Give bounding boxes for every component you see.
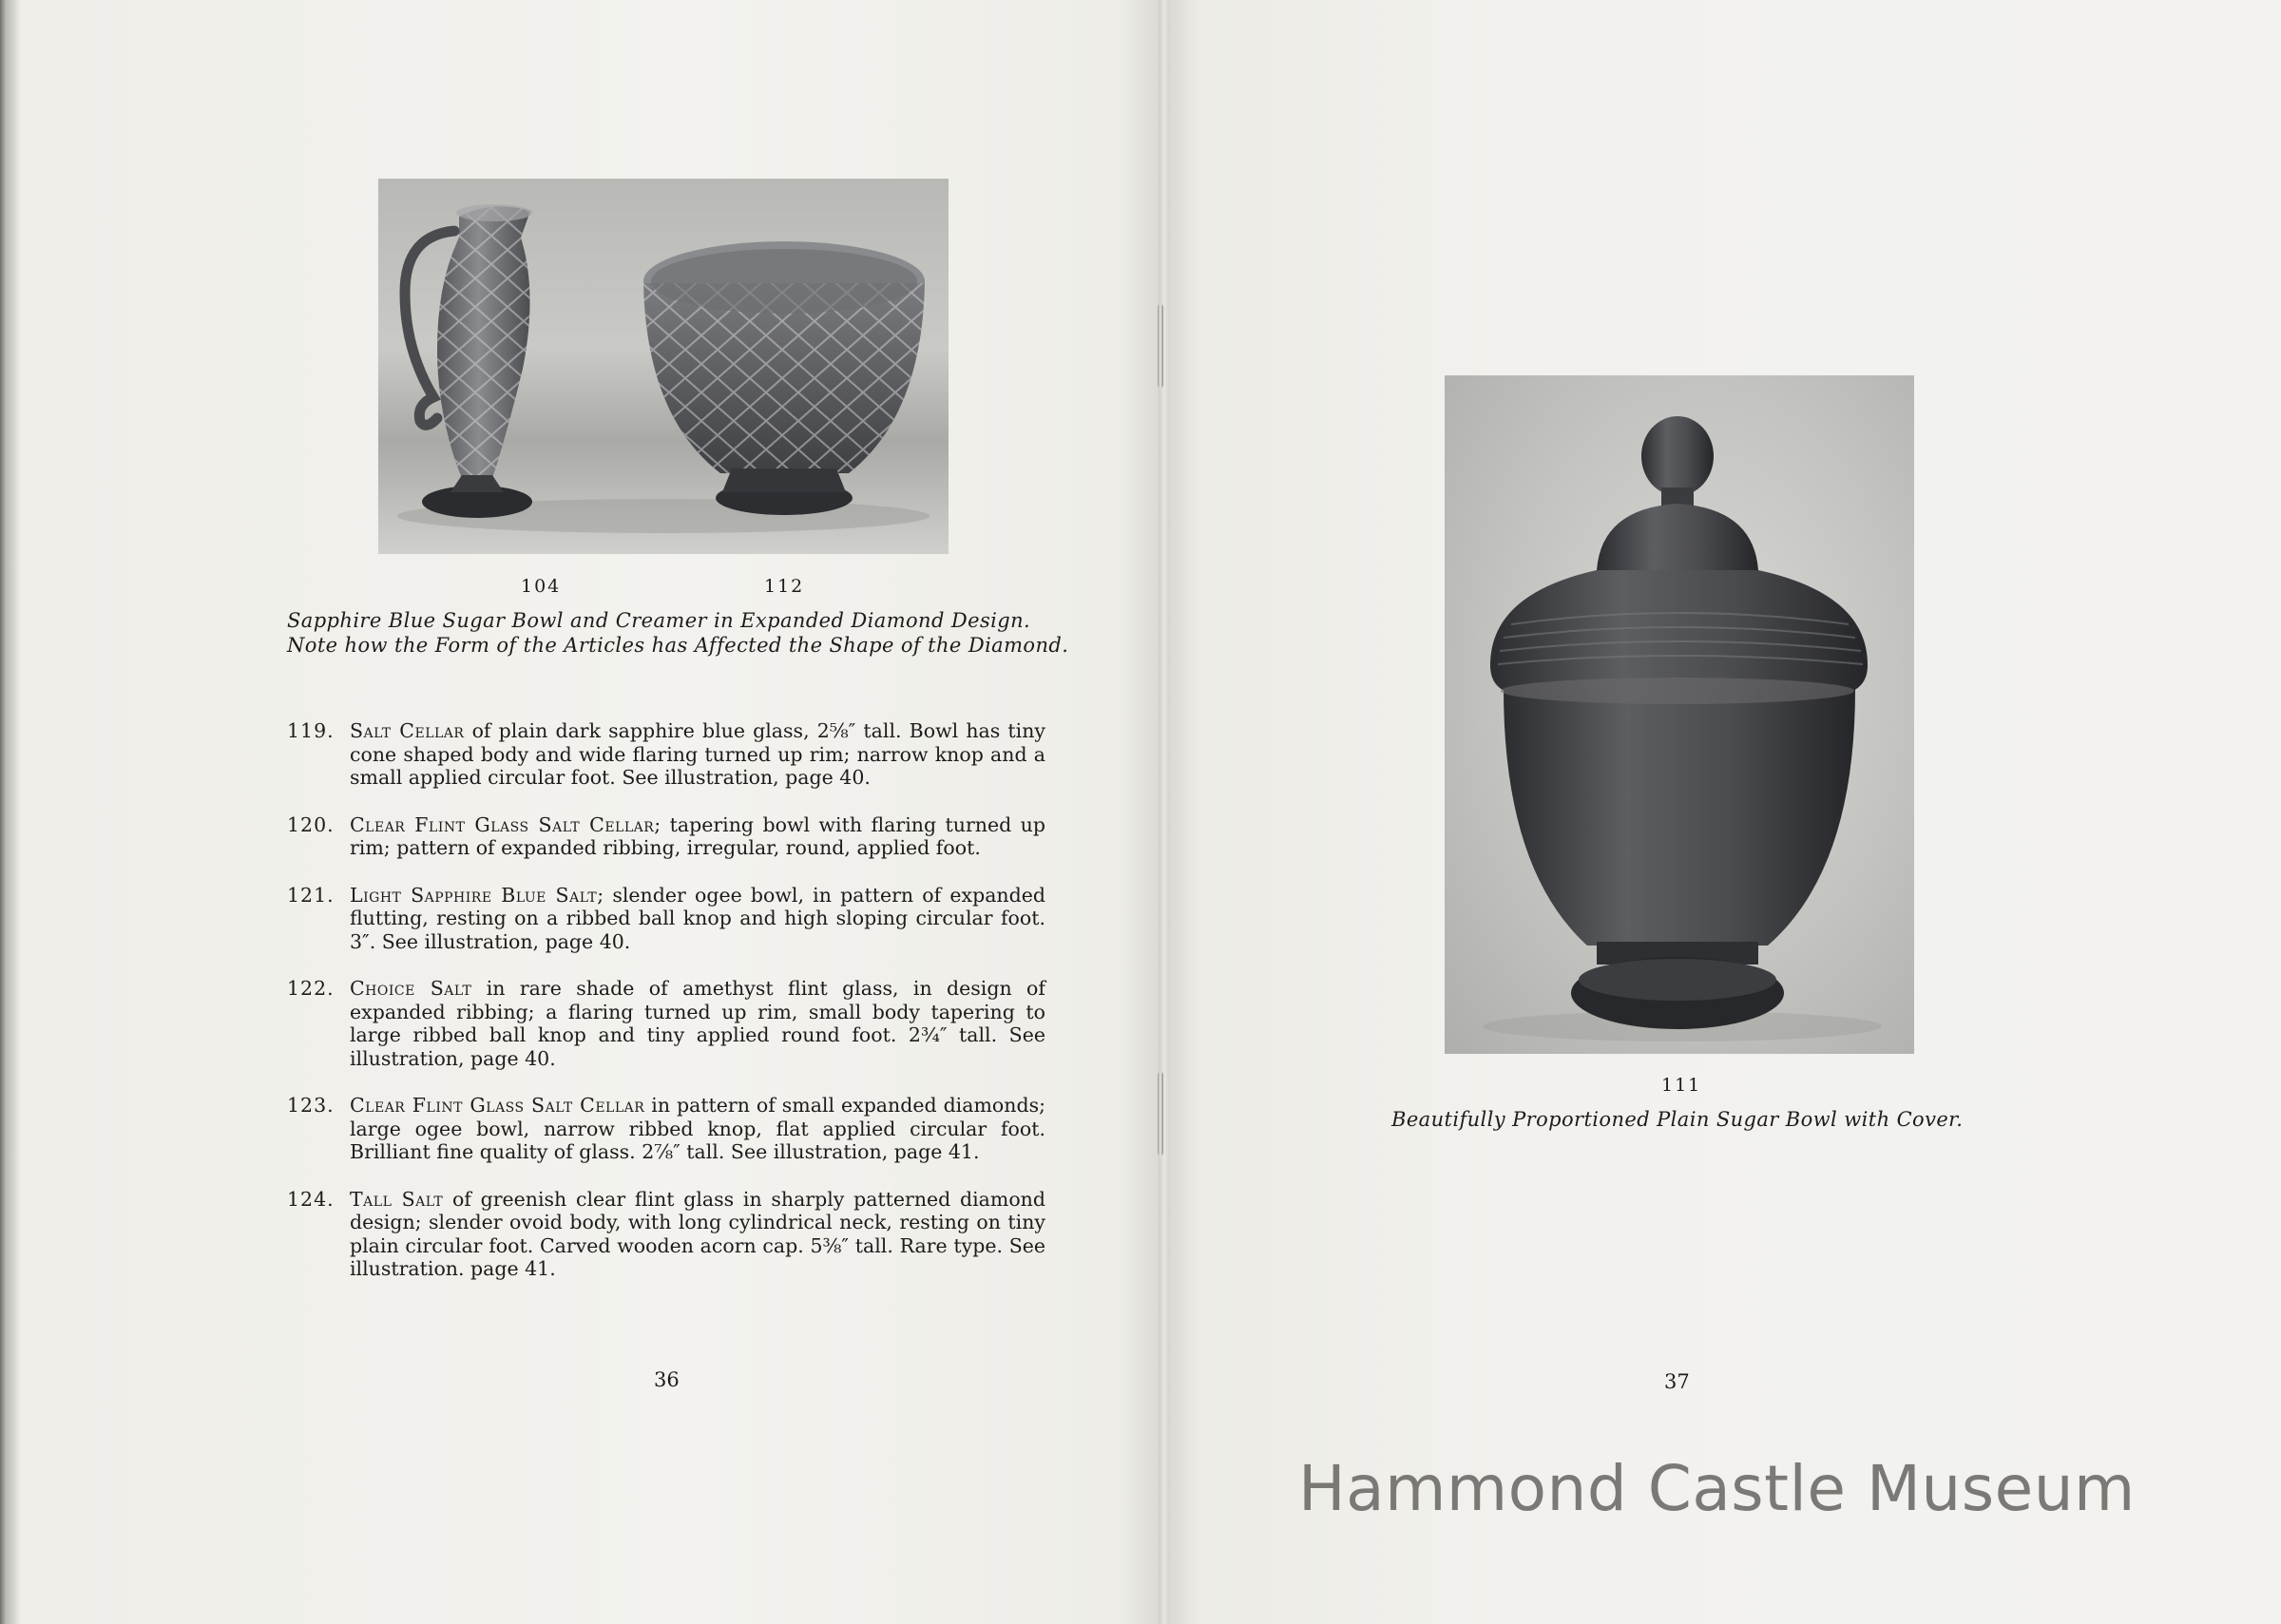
entry-number: 121. [287, 883, 335, 907]
figure-number-104: 104 [521, 576, 562, 597]
book-spine [1159, 0, 1170, 1624]
entry-number: 124. [287, 1187, 335, 1211]
right-caption: Beautifully Proportioned Plain Sugar Bowl with Cover. [1391, 1108, 1964, 1131]
entry-description: of plain dark sapphire blue glass, 2⅝″ tall. Bowl has tiny cone shaped body and wide flaring turned up rim; narrow knop and a small applied circular foot. See illustration, page 40. [350, 719, 1045, 789]
left-caption-line-1: Sapphire Blue Sugar Bowl and Creamer in Expanded Diamond Design. [287, 609, 1031, 632]
covered-sugar-bowl-photo [1445, 375, 1914, 1054]
entry-description: of greenish clear flint glass in sharply patterned diamond design; slender ovoid body, with long cylindrical neck, resting on tiny plain circular foot. Carved wooden acorn cap. 5⅜″ tall. Rare type. See illustration. page 41. [350, 1187, 1045, 1280]
entry-description: in pattern of small expanded diamonds; large ogee bowl, narrow ribbed knop, flat applied circular foot. Brilliant fine quality of glass. 2⅞″ tall. See illustration, page 41. [350, 1094, 1045, 1163]
page-number-right: 37 [1664, 1370, 1690, 1393]
catalogue-entries [287, 719, 1045, 1305]
entry-title: Light Sapphire Blue Salt [350, 883, 598, 907]
entry-title: Clear Flint Glass Salt Cellar [350, 1094, 645, 1117]
creamer-and-sugar-bowl-photo [378, 179, 949, 554]
catalogue-entry [287, 1188, 1045, 1281]
catalogue-entry [287, 977, 1045, 1070]
entry-title: Clear Flint Glass Salt Cellar [350, 812, 655, 836]
entry-number: 122. [287, 977, 335, 1000]
figure-number-112: 112 [764, 576, 805, 597]
entry-number: 123. [287, 1094, 335, 1117]
catalogue-entry [287, 884, 1045, 954]
entry-title: Tall Salt [350, 1187, 444, 1211]
catalogue-entry [287, 719, 1045, 790]
page-number-left: 36 [654, 1368, 680, 1391]
entry-title: Choice Salt [350, 977, 472, 1000]
entry-description: ; tapering bowl with flaring turned up rim; pattern of expanded ribbing, irregular, round, applied foot. [350, 812, 1045, 859]
staple-top [1158, 304, 1163, 388]
catalogue-entry [287, 813, 1045, 860]
entry-title: Salt Cellar [350, 719, 465, 742]
catalogue-entry [287, 1094, 1045, 1164]
entry-number: 120. [287, 812, 335, 836]
staple-bottom [1158, 1072, 1163, 1156]
museum-watermark: Hammond Castle Museum [1298, 1452, 2136, 1525]
entry-number: 119. [287, 719, 335, 742]
figure-number-111: 111 [1661, 1075, 1702, 1096]
entry-description: ; slender ogee bowl, in pattern of expanded flutting, resting on a ribbed ball knop and high sloping circular foot. 3″. See illustration, page 40. [350, 883, 1046, 953]
left-caption-line-2: Note how the Form of the Articles has Affected the Shape of the Diamond. [287, 634, 1069, 657]
entry-description: in rare shade of amethyst flint glass, in design of expanded ribbing; a flaring turned up rim, small body tapering to large ribbed ball knop and tiny applied round foot. 2¾″ tall. See illustration, page 40. [350, 977, 1045, 1070]
